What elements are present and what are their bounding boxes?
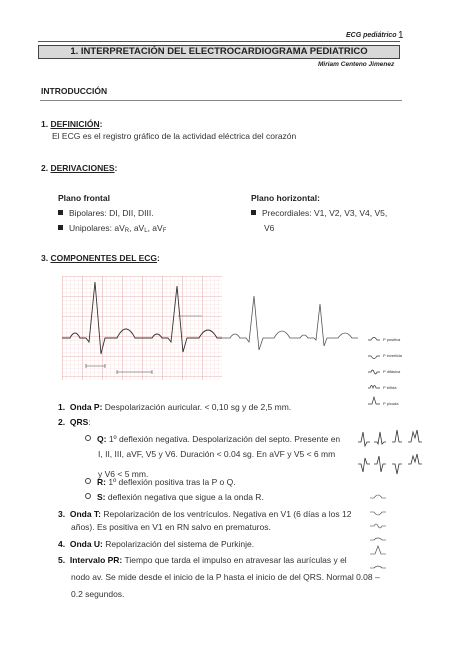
qrs-complex-icon (408, 454, 422, 464)
subscript-f: F (162, 228, 167, 234)
item-number: 1. (58, 402, 66, 412)
legend-label: P picuda (383, 401, 399, 406)
bullet-square-icon (251, 210, 256, 215)
item-text: Tiempo que tarda el impulso en atravesar las aurículas y el (122, 555, 347, 565)
sub-text: 1º deflexión negativa. Despolarización del septo. Presente en (106, 434, 341, 444)
definicion-text: El ECG es el registro gráfico de la actividad eléctrica del corazón (52, 131, 297, 141)
qrs-complex-icon (374, 456, 386, 472)
qrs-complex-icon (392, 464, 402, 474)
author: Miriam Centeno Jimenez (318, 61, 395, 68)
qrs-sub-q (85, 433, 340, 446)
p-invertida-icon (368, 356, 380, 359)
item-number: 3. (58, 509, 66, 519)
section-title: COMPONENTES DEL ECG (50, 253, 158, 263)
derivaciones-heading (41, 163, 117, 173)
qrs-q-continuation: y V6 < 5 mm. (98, 469, 149, 479)
bullet-square-icon (58, 210, 63, 215)
colon: : (114, 163, 118, 173)
p-difasica-icon (368, 370, 380, 374)
intervalo-pr-continuation: nodo av. Se mide desde el inicio de la P hasta el inicio de del QRS. Normal 0.08 – (71, 572, 380, 582)
separator: , aV (129, 223, 145, 233)
ecg-strip-figure (62, 276, 358, 384)
running-title: ECG pediátrico (346, 32, 397, 39)
item-text: Bipolares: DI, DII, DIII. (69, 208, 154, 218)
qrs-complex-icon (358, 432, 370, 446)
ecg-schematic-trace (222, 296, 358, 350)
plano-horizontal-title: Plano horizontal: (251, 193, 320, 203)
legend-label: P bífida (383, 385, 397, 390)
colon: : (99, 119, 103, 129)
frontal-item-bipolares (58, 208, 154, 218)
item-label: Intervalo PR: (69, 555, 123, 565)
qrs-morphology-figure (356, 428, 434, 478)
legend-label: P invertida (383, 353, 402, 358)
intervalo-pr-continuation: 0.2 segundos. (71, 589, 125, 599)
horizontal-item-v6: V6 (264, 223, 275, 233)
qrs-complex-icon (408, 430, 422, 442)
t-wave-icon (370, 512, 386, 515)
item-intervalo-pr (58, 554, 347, 567)
intro-heading: INTRODUCCIÓN (41, 86, 108, 96)
componentes-heading (41, 253, 160, 263)
header-rule (38, 41, 400, 42)
colon: : (157, 253, 160, 263)
t-wave-icon (370, 566, 386, 568)
qrs-q-continuation: I, II, III, aVF, V5 y V6. Duración < 0.04 sg. En aVF y V5 < 6 mm (98, 449, 336, 459)
item-onda-p (58, 401, 291, 414)
item-label: Onda P: (69, 402, 103, 412)
qrs-sub-s (85, 491, 264, 504)
section-number: 1. (41, 119, 49, 129)
circle-bullet-icon (85, 493, 91, 499)
item-onda-t (58, 508, 351, 521)
p-wave-legend (368, 332, 428, 414)
frontal-item-unipolares (58, 223, 166, 234)
qrs-complex-icon (358, 458, 370, 472)
subscript-l: L (144, 228, 148, 234)
qrs-complex-icon (392, 430, 402, 442)
item-text: Precordiales: V1, V2, V3, V4, V5, (262, 208, 388, 218)
t-wave-icon (370, 524, 386, 528)
p-picuda-icon (368, 397, 380, 404)
sub-text: 1º deflexión positiva tras la P o Q. (105, 477, 236, 487)
section-title: DERIVACIONES (50, 163, 115, 173)
document-title: 1. INTERPRETACIÓN DEL ELECTROCARDIOGRAMA PEDIATRICO (38, 45, 400, 59)
item-text: Repolarización del sistema de Purkinje. (102, 539, 255, 549)
sub-label: Q: (97, 434, 107, 444)
t-wave-icon (370, 538, 386, 540)
subscript-r: R (124, 228, 130, 234)
onda-t-continuation: años). Es positiva en V1 en RN salvo en prematuros. (71, 522, 271, 532)
item-text: Unipolares: aV (69, 223, 125, 233)
definicion-heading (41, 119, 102, 129)
item-number: 5. (58, 555, 66, 565)
item-text: : (88, 417, 91, 427)
sub-text: deflexión negativa que sigue a la onda R. (105, 492, 264, 502)
t-wave-legend (370, 492, 420, 576)
p-positiva-icon (368, 338, 380, 341)
section-number: 3. (41, 253, 49, 263)
section-title: DEFINICIÓN (50, 119, 100, 129)
item-onda-u (58, 538, 254, 551)
t-wave-icon (370, 546, 386, 554)
p-bifida-icon (368, 386, 380, 389)
item-label: Onda T: (69, 509, 101, 519)
circle-bullet-icon (85, 478, 91, 484)
page-number: 1 (398, 30, 404, 41)
item-number: 2. (58, 417, 66, 427)
item-label: Onda U: (69, 539, 103, 549)
horizontal-item-precordiales (251, 208, 387, 218)
qrs-complex-icon (374, 432, 386, 444)
item-qrs (58, 416, 91, 429)
intro-rule (40, 100, 402, 101)
legend-label: P positiva (383, 337, 401, 342)
sub-label: R: (97, 477, 106, 487)
item-text: Despolarización auricular. < 0,10 sg y de 2,5 mm. (102, 402, 292, 412)
separator: , aV (147, 223, 163, 233)
circle-bullet-icon (85, 435, 91, 441)
item-number: 4. (58, 539, 66, 549)
t-wave-icon (370, 495, 386, 498)
sub-label: S: (97, 492, 106, 502)
plano-frontal-title: Plano frontal (58, 193, 110, 203)
item-text: Repolarización de los ventrículos. Negativa en V1 (6 días a los 12 (101, 509, 352, 519)
qrs-sub-r (85, 476, 236, 489)
section-number: 2. (41, 163, 49, 173)
item-label: QRS (69, 417, 89, 427)
legend-label: P difásica (383, 369, 401, 374)
bullet-square-icon (58, 225, 63, 230)
